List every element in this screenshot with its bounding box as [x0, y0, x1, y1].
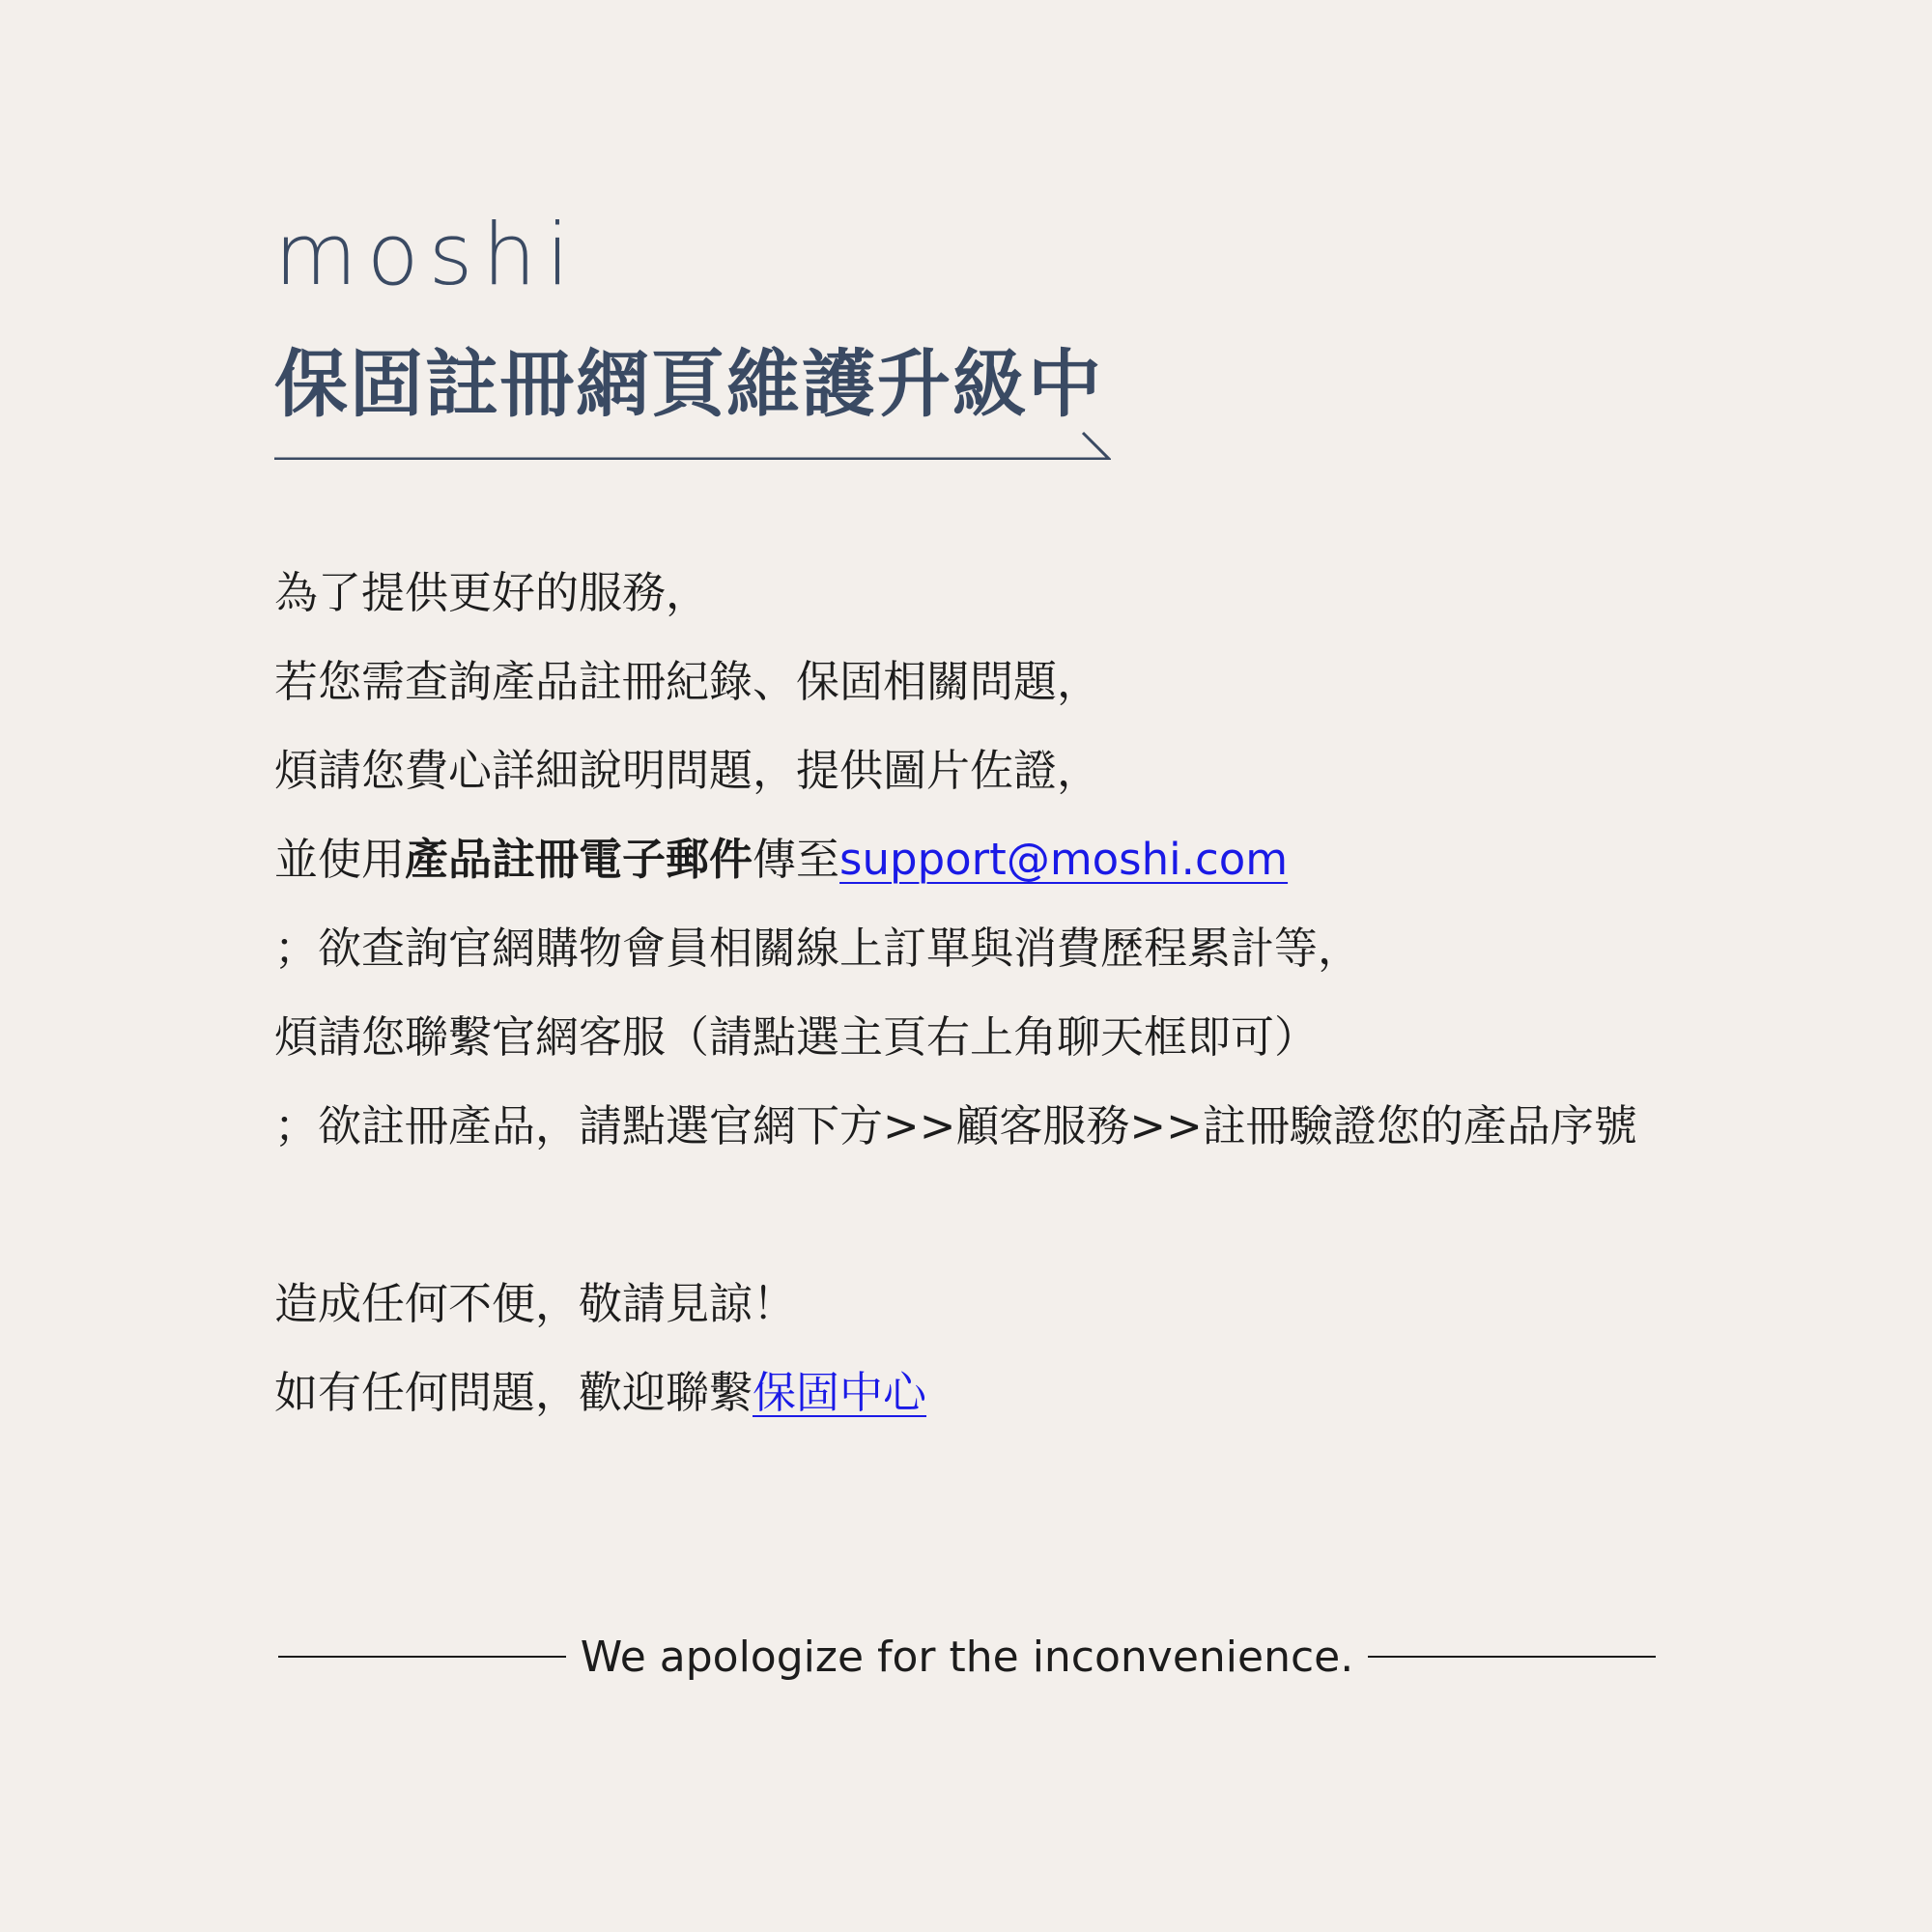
title-underline	[274, 431, 1111, 460]
registration-email-bold-text: 產品註冊電子郵件	[405, 834, 753, 885]
footer-right-rule	[1368, 1656, 1656, 1658]
footer	[278, 1623, 1656, 1690]
message-line: 為了提供更好的服務，	[274, 567, 710, 618]
warranty-prefix-text: 如有任何問題，歡迎聯繫	[274, 1367, 753, 1418]
message-line: 煩請您費心詳細說明問題，提供圖片佐證，	[274, 745, 1101, 796]
message-line: 造成任何不便，敬請見諒！	[274, 1278, 797, 1329]
message-line-warranty	[274, 1349, 1878, 1437]
footer-left-rule	[278, 1656, 566, 1658]
footer-tagline: We apologize for the inconvenience.	[580, 1632, 1354, 1682]
message-line: 若您需查詢產品註冊紀錄、保固相關問題，	[274, 656, 1101, 707]
email-middle-text: 傳至	[753, 834, 840, 885]
message-line: ；欲查詢官網購物會員相關線上訂單與消費歷程累計等，	[274, 923, 1362, 974]
page-title: 保固註冊網頁維護升級中	[274, 341, 1103, 427]
message-line-email	[274, 815, 1878, 904]
brand-logo: moshi	[274, 205, 580, 304]
message-body	[274, 549, 1878, 1437]
message-line: ；欲註冊產品，請點選官網下方>>顧客服務>>註冊驗證您的產品序號	[274, 1100, 1637, 1151]
paragraph-spacer	[274, 1171, 1878, 1260]
warranty-center-link[interactable]: 保固中心	[753, 1367, 927, 1418]
message-line: 煩請您聯繫官網客服（請點選主頁右上角聊天框即可）	[274, 1011, 1319, 1063]
email-prefix-text: 並使用	[274, 834, 406, 885]
support-email-link[interactable]: support@moshi.com	[839, 834, 1289, 885]
